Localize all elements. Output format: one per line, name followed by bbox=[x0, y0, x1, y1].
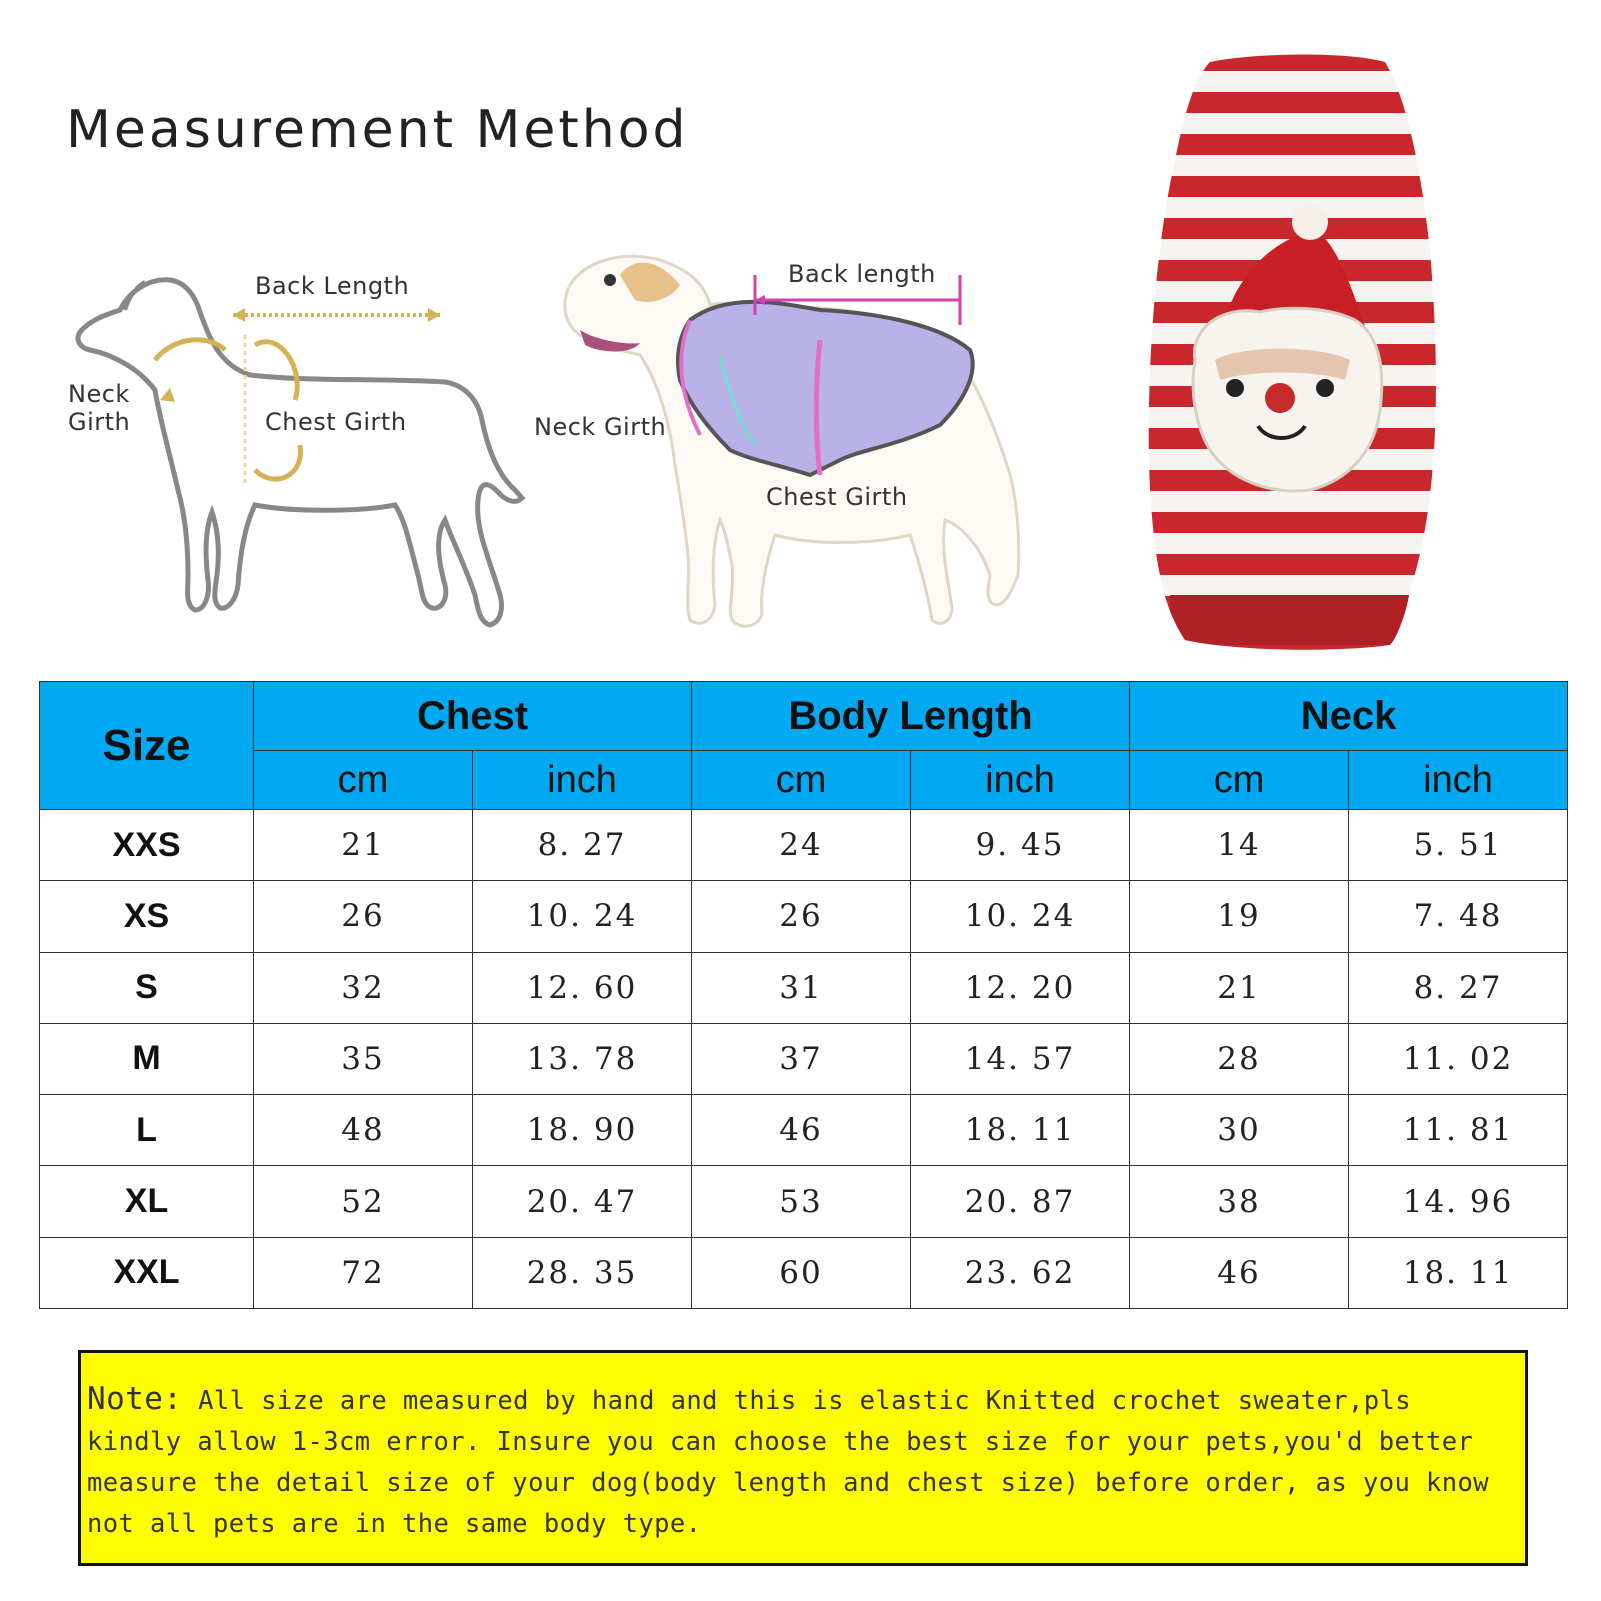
unit-header: inch bbox=[1349, 751, 1568, 810]
value-cell: 14 bbox=[1130, 810, 1349, 881]
unit-header: inch bbox=[473, 751, 692, 810]
table-row bbox=[40, 881, 1568, 952]
value-cell: 20. 47 bbox=[473, 1166, 692, 1237]
neck-girth-label: Neck Girth bbox=[534, 413, 667, 441]
neck-girth-label: Neck Girth bbox=[68, 380, 131, 436]
santa-sweater-image bbox=[1140, 50, 1470, 670]
table-row bbox=[40, 1023, 1568, 1094]
value-cell: 13. 78 bbox=[473, 1023, 692, 1094]
value-cell: 72 bbox=[254, 1237, 473, 1308]
body-length-group-header: Body Length bbox=[692, 682, 1130, 751]
value-cell: 30 bbox=[1130, 1095, 1349, 1166]
value-cell: 10. 24 bbox=[473, 881, 692, 952]
value-cell: 48 bbox=[254, 1095, 473, 1166]
value-cell: 14. 96 bbox=[1349, 1166, 1568, 1237]
size-cell: XL bbox=[40, 1166, 254, 1237]
value-cell: 14. 57 bbox=[911, 1023, 1130, 1094]
santa-sweater-illustration bbox=[1140, 50, 1470, 670]
table-row bbox=[40, 1166, 1568, 1237]
value-cell: 10. 24 bbox=[911, 881, 1130, 952]
size-cell: L bbox=[40, 1095, 254, 1166]
value-cell: 19 bbox=[1130, 881, 1349, 952]
unit-header: cm bbox=[254, 751, 473, 810]
dog-outline-illustration bbox=[60, 250, 540, 660]
value-cell: 12. 20 bbox=[911, 952, 1130, 1023]
chest-girth-label: Chest Girth bbox=[766, 483, 908, 511]
unit-header: cm bbox=[692, 751, 911, 810]
value-cell: 53 bbox=[692, 1166, 911, 1237]
value-cell: 5. 51 bbox=[1349, 810, 1568, 881]
unit-header: cm bbox=[1130, 751, 1349, 810]
note-prefix: Note: bbox=[87, 1381, 183, 1417]
value-cell: 8. 27 bbox=[473, 810, 692, 881]
dog-outline-diagram bbox=[60, 250, 540, 660]
value-cell: 18. 11 bbox=[1349, 1237, 1568, 1308]
value-cell: 8. 27 bbox=[1349, 952, 1568, 1023]
unit-header: inch bbox=[911, 751, 1130, 810]
value-cell: 52 bbox=[254, 1166, 473, 1237]
table-row bbox=[40, 1237, 1568, 1308]
value-cell: 38 bbox=[1130, 1166, 1349, 1237]
value-cell: 26 bbox=[692, 881, 911, 952]
value-cell: 46 bbox=[1130, 1237, 1349, 1308]
value-cell: 20. 87 bbox=[911, 1166, 1130, 1237]
value-cell: 11. 02 bbox=[1349, 1023, 1568, 1094]
value-cell: 18. 90 bbox=[473, 1095, 692, 1166]
note-text: All size are measured by hand and this is elastic Knitted crochet sweater,pls kindly allow 1-3cm error. Insure you can choose the best size for your pets,you'd better measure the detail size of your dog(body length and chest size) before order, as you know not all pets are in the same body type. bbox=[87, 1386, 1489, 1539]
value-cell: 7. 48 bbox=[1349, 881, 1568, 952]
page-title: Measurement Method bbox=[66, 100, 689, 160]
value-cell: 9. 45 bbox=[911, 810, 1130, 881]
value-cell: 46 bbox=[692, 1095, 911, 1166]
size-cell: M bbox=[40, 1023, 254, 1094]
value-cell: 18. 11 bbox=[911, 1095, 1130, 1166]
value-cell: 26 bbox=[254, 881, 473, 952]
size-cell: XXS bbox=[40, 810, 254, 881]
size-chart-table bbox=[39, 681, 1568, 1309]
size-cell: S bbox=[40, 952, 254, 1023]
value-cell: 21 bbox=[254, 810, 473, 881]
dog-coat-diagram bbox=[534, 245, 1080, 655]
value-cell: 23. 62 bbox=[911, 1237, 1130, 1308]
table-row bbox=[40, 810, 1568, 881]
value-cell: 60 bbox=[692, 1237, 911, 1308]
size-cell: XS bbox=[40, 881, 254, 952]
value-cell: 32 bbox=[254, 952, 473, 1023]
size-column-header: Size bbox=[40, 682, 254, 810]
table-row bbox=[40, 952, 1568, 1023]
value-cell: 21 bbox=[1130, 952, 1349, 1023]
value-cell: 24 bbox=[692, 810, 911, 881]
back-length-label: Back Length bbox=[255, 272, 410, 300]
value-cell: 12. 60 bbox=[473, 952, 692, 1023]
back-length-label: Back length bbox=[788, 260, 936, 288]
size-cell: XXL bbox=[40, 1237, 254, 1308]
value-cell: 28 bbox=[1130, 1023, 1349, 1094]
value-cell: 28. 35 bbox=[473, 1237, 692, 1308]
chest-group-header: Chest bbox=[254, 682, 692, 751]
neck-group-header: Neck bbox=[1130, 682, 1568, 751]
value-cell: 31 bbox=[692, 952, 911, 1023]
table-row bbox=[40, 1095, 1568, 1166]
value-cell: 35 bbox=[254, 1023, 473, 1094]
value-cell: 37 bbox=[692, 1023, 911, 1094]
note-box bbox=[78, 1350, 1528, 1566]
value-cell: 11. 81 bbox=[1349, 1095, 1568, 1166]
chest-girth-label: Chest Girth bbox=[265, 408, 407, 436]
dog-coat-illustration bbox=[540, 245, 1080, 655]
